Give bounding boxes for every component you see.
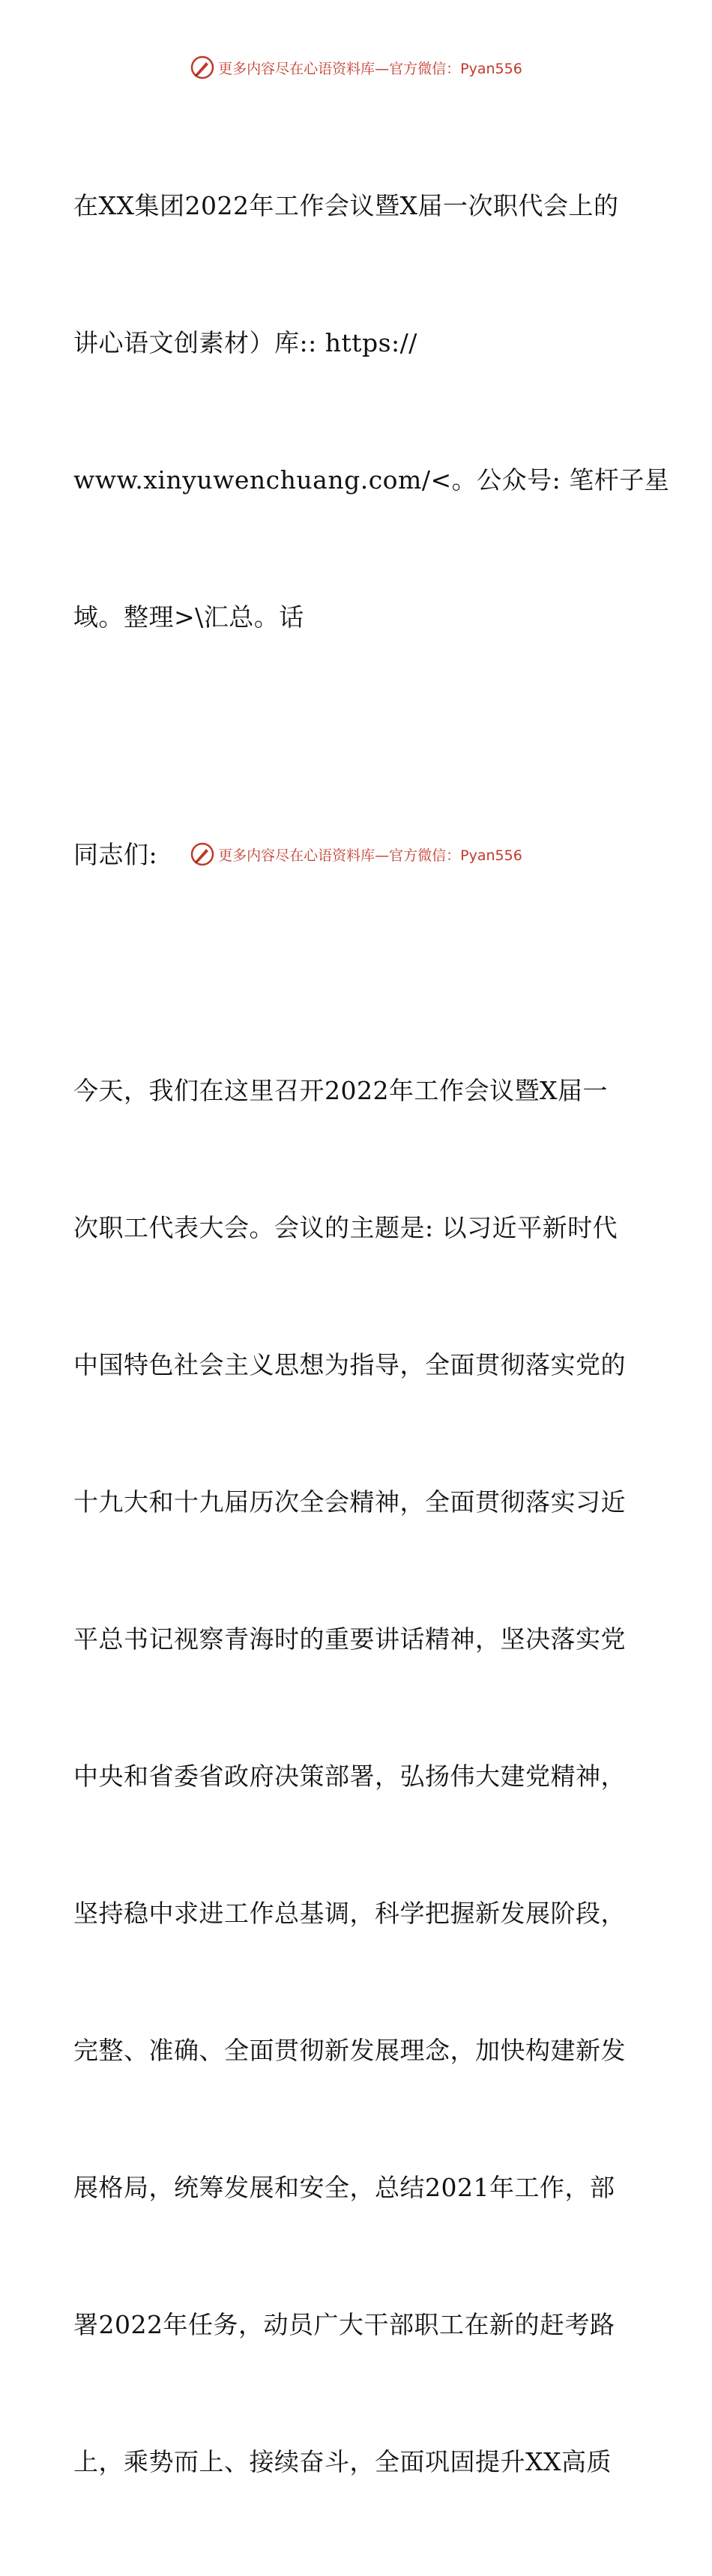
body-line: 完整、准确、全面贯彻新发展理念，加快构建新发 (73, 2036, 626, 2065)
body-line: 上，乘势而上、接续奋斗，全面巩固提升XX高质 (73, 2447, 612, 2476)
header-watermark (0, 52, 712, 82)
watermark-text: 更多内容尽在心语资料库—官方微信：Pyan556 (218, 847, 522, 864)
body-line: 中国特色社会主义思想为指导，全面贯彻落实党的 (73, 1350, 626, 1379)
body-line: 坚持稳中求进工作总基调，科学把握新发展阶段， (73, 1899, 626, 1928)
body-line: 署2022年任务，动员广大干部职工在新的赶考路 (73, 2310, 615, 2339)
watermark-text: 更多内容尽在心语资料库—官方微信：Pyan556 (218, 60, 522, 77)
body-line: 次职工代表大会。会议的主题是: 以习近平新时代 (73, 1213, 618, 1242)
document-body (73, 91, 670, 2576)
title-line: 在XX集团2022年工作会议暨X届一次职代会上的 (73, 191, 619, 220)
body-line: 十九大和十九届历次全会精神，全面贯彻落实习近 (73, 1487, 626, 1517)
footer-watermark (0, 839, 712, 869)
body-line: 平总书记视察青海时的重要讲话精神，坚决落实党 (73, 1624, 626, 1654)
title-line: www.xinyuwenchuang.com/<。公众号: 笔杆子星 (73, 465, 670, 495)
body-line: 展格局，统筹发展和安全，总结2021年工作，部 (73, 2173, 615, 2202)
body-line: 中央和省委省政府决策部署，弘扬伟大建党精神， (73, 1762, 626, 1791)
document-title (73, 91, 670, 731)
greeting-line: 同志们: (73, 840, 158, 869)
body-paragraph (73, 976, 640, 2576)
body-line: 今天，我们在这里召开2022年工作会议暨X届一 (73, 1076, 608, 1105)
pen-logo-icon (190, 55, 215, 80)
title-line: 域。整理>\汇总。话 (73, 602, 304, 632)
title-line: 讲心语文创素材）库:: https:// (73, 328, 417, 357)
pen-logo-icon (190, 841, 215, 867)
